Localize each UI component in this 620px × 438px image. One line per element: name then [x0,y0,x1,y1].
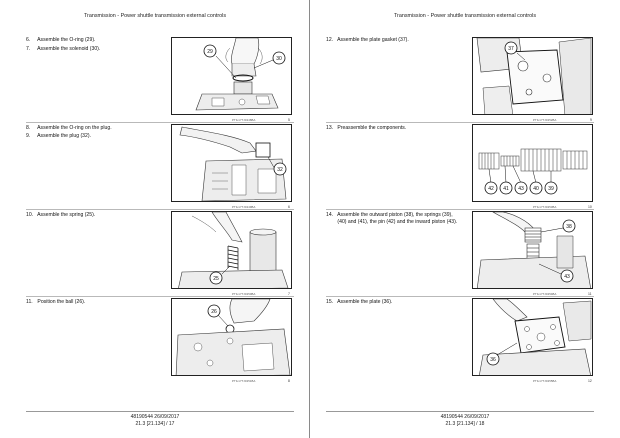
callout-30 [273,52,285,64]
step-6: 6. Assemble the O-ring (29). [26,37,96,43]
footer-page-ref: 21.3 [21.134] / 17 [135,421,175,427]
section-divider [26,122,294,123]
figure-code: PTIL17TJ0254BA [533,292,557,296]
callout-41 [500,182,512,194]
figure-number: 12 [588,379,592,383]
figure-code: PTIL17TJ0253BA [533,205,557,209]
step-7: 7. Assemble the solenoid (30). [26,46,101,52]
figure-10 [472,124,593,202]
svg-text:43: 43 [564,273,570,280]
page-header: Transmission - Power shuttle transmission external controls [83,13,227,19]
svg-text:25: 25 [213,275,219,282]
callout-39 [545,182,557,194]
figure-code: PTIL17TJ0248BA [232,118,256,122]
footer-doc-date: 48190544 26/09/2017 [130,414,180,420]
figure-number: 10 [588,205,592,209]
callout-29 [204,45,216,57]
callout-36 [487,353,499,365]
svg-text:29: 29 [207,48,213,55]
callout-38 [563,220,575,232]
step-9: 9. Assemble the plug (32). [26,133,91,139]
figure-code: PTIL17TJ0251BA [232,379,256,383]
callout-43 [561,270,573,282]
page-right [310,0,620,438]
figure-number: 6 [288,205,290,209]
step-14-continued: (40) and (41), the pin (42) and the inward piston (43). [337,219,458,225]
callout-37 [505,42,517,54]
figure-number: 11 [588,292,592,296]
svg-text:38: 38 [566,223,572,230]
section-divider [326,296,594,297]
step-14: 14. Assemble the outward piston (38), the springs (39), [326,212,453,218]
svg-text:37: 37 [508,45,514,52]
figure-12 [472,298,593,376]
footer-rule [326,411,594,412]
page-header: Transmission - Power shuttle transmission external controls [393,13,537,19]
section-divider [26,296,294,297]
figure-5 [171,37,292,115]
callout-42 [485,182,497,194]
step-11: 11. Position the ball (26). [26,299,86,305]
figure-code: PTIL17TJ0255BA [533,379,557,383]
section-divider [26,209,294,210]
figure-8 [171,298,292,376]
callout-26 [208,305,220,317]
step-13: 13. Preassemble the components. [326,125,407,131]
footer-doc-date: 48190544 26/09/2017 [440,414,490,420]
svg-text:36: 36 [490,356,496,363]
footer-page-ref: 21.3 [21.134] / 18 [445,421,485,427]
figure-9 [472,37,593,115]
step-15: 15. Assemble the plate (36). [326,299,393,305]
svg-text:41: 41 [503,185,509,192]
svg-text:42: 42 [488,185,494,192]
callout-32 [274,163,286,175]
svg-text:26: 26 [211,308,217,315]
figure-number: 5 [288,118,290,122]
svg-text:40: 40 [533,185,539,192]
figure-code: PTIL17TJ0252BA [533,118,557,122]
callout-25 [210,272,222,284]
step-8: 8. Assemble the O-ring on the plug. [26,125,112,131]
figure-code: PTIL17TJ0250BA [232,292,256,296]
svg-text:32: 32 [277,166,283,173]
section-divider [326,122,594,123]
figure-6 [171,124,292,202]
svg-text:39: 39 [548,185,554,192]
figure-7 [171,211,292,289]
step-10: 10. Assemble the spring (25). [26,212,96,218]
section-divider [326,209,594,210]
svg-text:30: 30 [276,55,282,62]
svg-text:43: 43 [518,185,524,192]
footer-rule [26,411,294,412]
figure-number: 8 [288,379,290,383]
figure-code: PTIL17TJ0249BA [232,205,256,209]
step-12: 12. Assemble the plate gasket (37). [326,37,409,43]
figure-number: 9 [590,118,592,122]
callout-40 [530,182,542,194]
figure-11 [472,211,593,289]
figure-number: 7 [288,292,290,296]
callout-43 [515,182,527,194]
